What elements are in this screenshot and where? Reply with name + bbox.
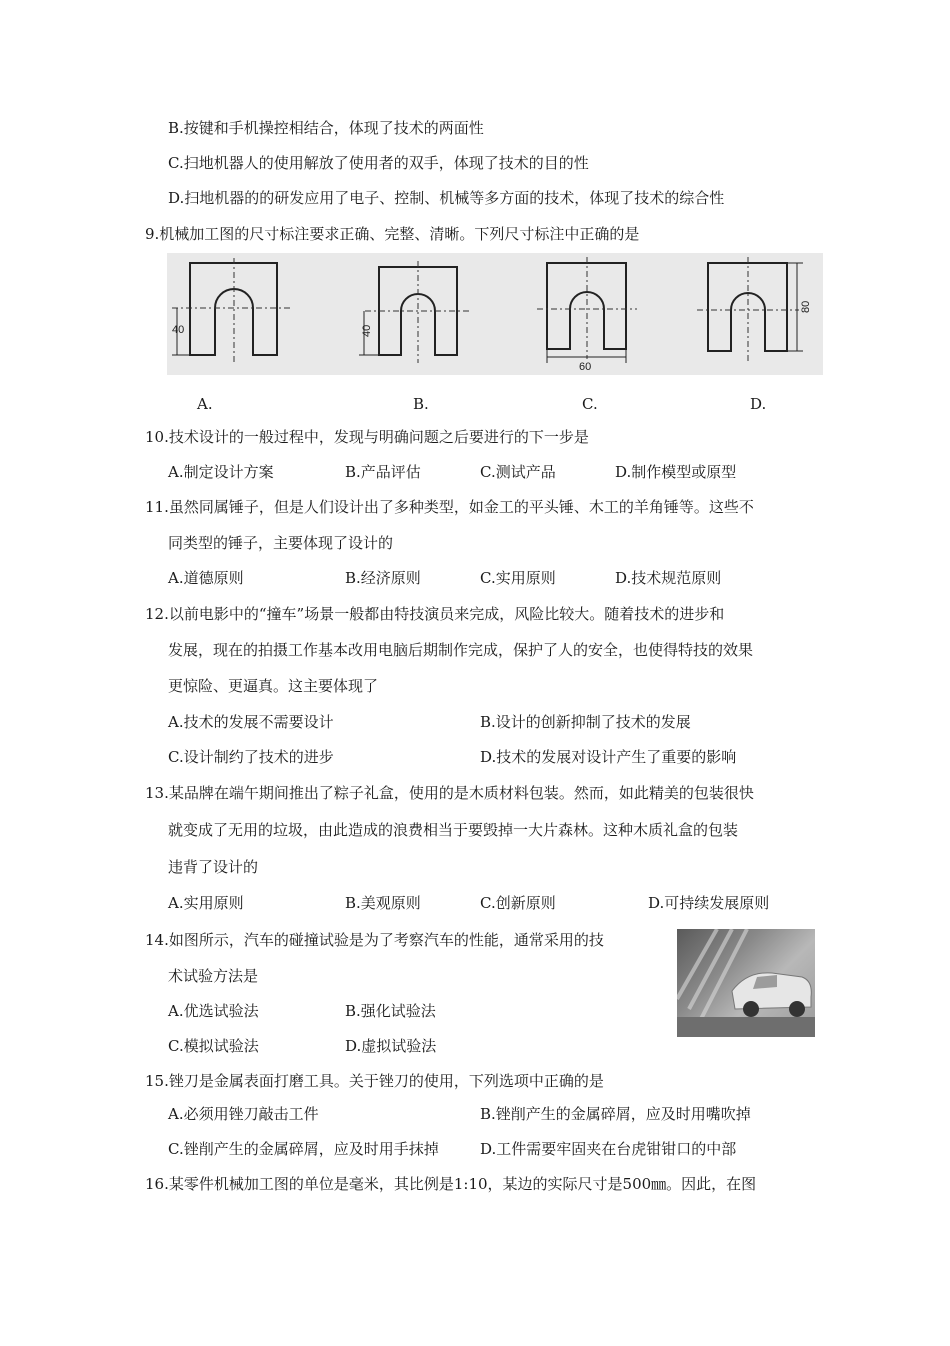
crash-test-photo-svg <box>677 929 815 1037</box>
q11-stem-line2: 同类型的锤子，主要体现了设计的 <box>168 534 394 552</box>
q11-option-c: C.实用原则 <box>480 569 556 587</box>
q15-option-b: B.锉削产生的金属碎屑，应及时用嘴吹掉 <box>480 1105 751 1123</box>
q8-option-b: B.按键和手机操控相结合，体现了技术的两面性 <box>168 119 484 137</box>
q14-stem-line1: 14.如图所示，汽车的碰撞试验是为了考察汽车的性能，通常采用的技 <box>145 931 604 949</box>
crash-test-photo <box>677 929 815 1037</box>
fig-d-dim-label: 80 <box>800 300 812 313</box>
q13-option-b: B.美观原则 <box>345 894 421 912</box>
q12-stem-line1: 12.以前电影中的“撞车”场景一般都由特技演员来完成，风险比较大。随着技术的进步和 <box>145 605 725 623</box>
q10-option-a: A.制定设计方案 <box>168 463 274 481</box>
q16-stem: 16.某零件机械加工图的单位是毫米，其比例是1:10，某边的实际尺寸是500㎜。因此，在图 <box>145 1175 757 1193</box>
q15-option-d: D.工件需要牢固夹在台虎钳钳口的中部 <box>480 1140 737 1158</box>
q9-dimension-figures <box>167 253 823 375</box>
q13-option-a: A.实用原则 <box>168 894 244 912</box>
q14-stem-line2: 术试验方法是 <box>168 967 259 985</box>
q15-option-a: A.必须用锉刀敲击工件 <box>168 1105 319 1123</box>
q11-stem-line1: 11.虽然同属锤子，但是人们设计出了多种类型，如金工的平头锤、木工的羊角锤等。这些不 <box>145 498 754 516</box>
q14-option-b: B.强化试验法 <box>345 1002 436 1020</box>
q9-option-d: D. <box>750 395 767 413</box>
q10-option-b: B.产品评估 <box>345 463 421 481</box>
q14-option-c: C.模拟试验法 <box>168 1037 259 1055</box>
q9-option-c: C. <box>582 395 598 413</box>
q10-stem: 10.技术设计的一般过程中，发现与明确问题之后要进行的下一步是 <box>145 428 589 446</box>
q11-option-d: D.技术规范原则 <box>615 569 722 587</box>
q11-option-a: A.道德原则 <box>168 569 244 587</box>
q10-option-c: C.测试产品 <box>480 463 556 481</box>
q14-option-a: A.优选试验法 <box>168 1002 259 1020</box>
q8-option-d: D.扫地机器的的研发应用了电子、控制、机械等多方面的技术，体现了技术的综合性 <box>168 189 725 207</box>
q12-stem-line3: 更惊险、更逼真。这主要体现了 <box>168 677 379 695</box>
q12-option-b: B.设计的创新抑制了技术的发展 <box>480 713 691 731</box>
q9-option-a: A. <box>197 395 213 413</box>
fig-b-dim-label: 40 <box>361 324 373 337</box>
q9-option-b: B. <box>413 395 429 413</box>
q13-stem-line2: 就变成了无用的垃圾，由此造成的浪费相当于要毁掉一大片森林。这种木质礼盒的包装 <box>168 821 739 839</box>
q15-stem: 15.锉刀是金属表面打磨工具。关于锉刀的使用，下列选项中正确的是 <box>145 1072 604 1090</box>
q8-option-c: C.扫地机器人的使用解放了使用者的双手，体现了技术的目的性 <box>168 154 589 172</box>
q12-option-a: A.技术的发展不需要设计 <box>168 713 334 731</box>
q13-option-c: C.创新原则 <box>480 894 556 912</box>
q13-option-d: D.可持续发展原则 <box>648 894 770 912</box>
fig-c-dim-label: 60 <box>579 361 592 373</box>
q12-option-d: D.技术的发展对设计产生了重要的影响 <box>480 748 737 766</box>
q15-option-c: C.锉削产生的金属碎屑，应及时用手抹掉 <box>168 1140 439 1158</box>
q11-option-b: B.经济原则 <box>345 569 421 587</box>
q9-figures-svg <box>167 253 823 375</box>
q13-stem-line1: 13.某品牌在端午期间推出了粽子礼盒，使用的是木质材料包装。然而，如此精美的包装很快 <box>145 784 754 802</box>
q13-stem-line3: 违背了设计的 <box>168 858 259 876</box>
q9-stem: 9.机械加工图的尺寸标注要求正确、完整、清晰。下列尺寸标注中正确的是 <box>145 225 640 243</box>
q12-option-c: C.设计制约了技术的进步 <box>168 748 334 766</box>
q14-option-d: D.虚拟试验法 <box>345 1037 437 1055</box>
q12-stem-line2: 发展，现在的拍摄工作基本改用电脑后期制作完成，保护了人的安全，也使得特技的效果 <box>168 641 754 659</box>
q10-option-d: D.制作模型或原型 <box>615 463 737 481</box>
fig-a-dim-label: 40 <box>172 324 185 336</box>
